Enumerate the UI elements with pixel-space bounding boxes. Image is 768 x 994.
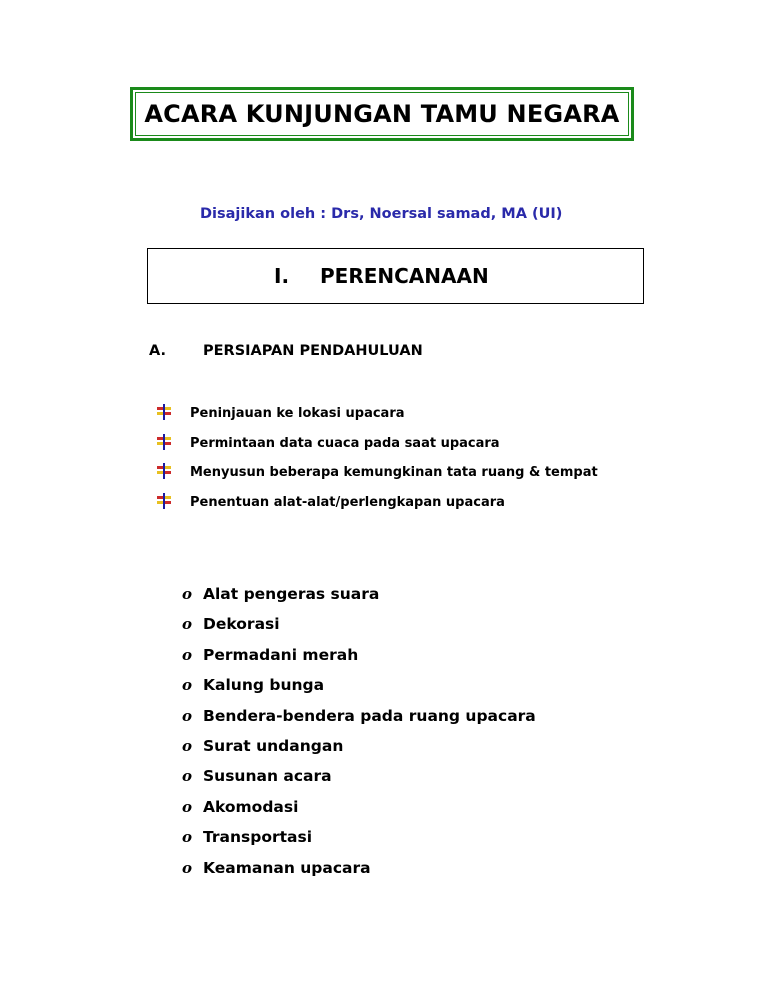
subsection-title: PERSIAPAN PENDAHULUAN xyxy=(203,343,423,359)
section-title: PERENCANAAN xyxy=(320,264,489,288)
list-item-text: Bendera-bendera pada ruang upacara xyxy=(203,706,536,725)
list-item-text: Kalung bunga xyxy=(203,676,325,695)
list-item-text: Akomodasi xyxy=(203,797,299,816)
circle-marker-icon: o xyxy=(182,797,193,816)
title-box xyxy=(130,87,634,141)
list-item-text: Surat undangan xyxy=(203,736,344,755)
circle-marker-icon: o xyxy=(182,645,193,664)
cross-bullet-icon xyxy=(156,404,172,420)
list-item xyxy=(156,404,598,434)
circle-marker-icon: o xyxy=(182,706,193,725)
circle-marker-icon: o xyxy=(182,767,193,786)
list-item-text: Menyusun beberapa kemungkinan tata ruang & tempat xyxy=(190,465,598,481)
list-item-text: Peninjauan ke lokasi upacara xyxy=(190,406,405,421)
list-item xyxy=(182,614,536,644)
list-item xyxy=(182,706,536,736)
list-item xyxy=(156,434,598,464)
circle-marker-icon: o xyxy=(182,676,193,695)
circle-marker-icon: o xyxy=(182,828,193,847)
preparation-list xyxy=(156,404,598,522)
list-item-text: Permintaan data cuaca pada saat upacara xyxy=(190,435,500,451)
circle-marker-icon: o xyxy=(182,615,193,634)
list-item-text: Permadani merah xyxy=(203,645,359,664)
list-item xyxy=(182,858,536,888)
list-item xyxy=(156,463,598,493)
list-item xyxy=(182,766,536,796)
list-item-text: Transportasi xyxy=(203,828,313,847)
cross-bullet-icon xyxy=(156,434,172,450)
circle-marker-icon: o xyxy=(182,858,193,877)
section-heading-box xyxy=(147,248,644,304)
list-item xyxy=(182,584,536,614)
cross-bullet-icon xyxy=(156,493,172,509)
section-number: I. xyxy=(274,264,290,288)
list-item-text: Dekorasi xyxy=(203,615,280,634)
list-item-text: Keamanan upacara xyxy=(203,858,371,877)
circle-marker-icon: o xyxy=(182,585,193,603)
title-inner-border xyxy=(135,92,629,136)
list-item xyxy=(182,736,536,766)
document-title: ACARA KUNJUNGAN TAMU NEGARA xyxy=(144,100,620,128)
list-item-text: Penentuan alat-alat/perlengkapan upacara xyxy=(190,494,505,510)
list-item xyxy=(182,645,536,675)
list-item xyxy=(182,827,536,857)
list-item-text: Alat pengeras suara xyxy=(203,585,380,603)
circle-marker-icon: o xyxy=(182,736,193,755)
equipment-list xyxy=(182,584,536,888)
list-item xyxy=(182,675,536,705)
list-item-text: Susunan acara xyxy=(203,767,332,786)
list-item xyxy=(182,797,536,827)
cross-bullet-icon xyxy=(156,463,172,479)
presenter-line: Disajikan oleh : Drs, Noersal samad, MA (UI) xyxy=(200,206,563,222)
subsection-letter: A. xyxy=(149,343,166,359)
list-item xyxy=(156,493,598,523)
